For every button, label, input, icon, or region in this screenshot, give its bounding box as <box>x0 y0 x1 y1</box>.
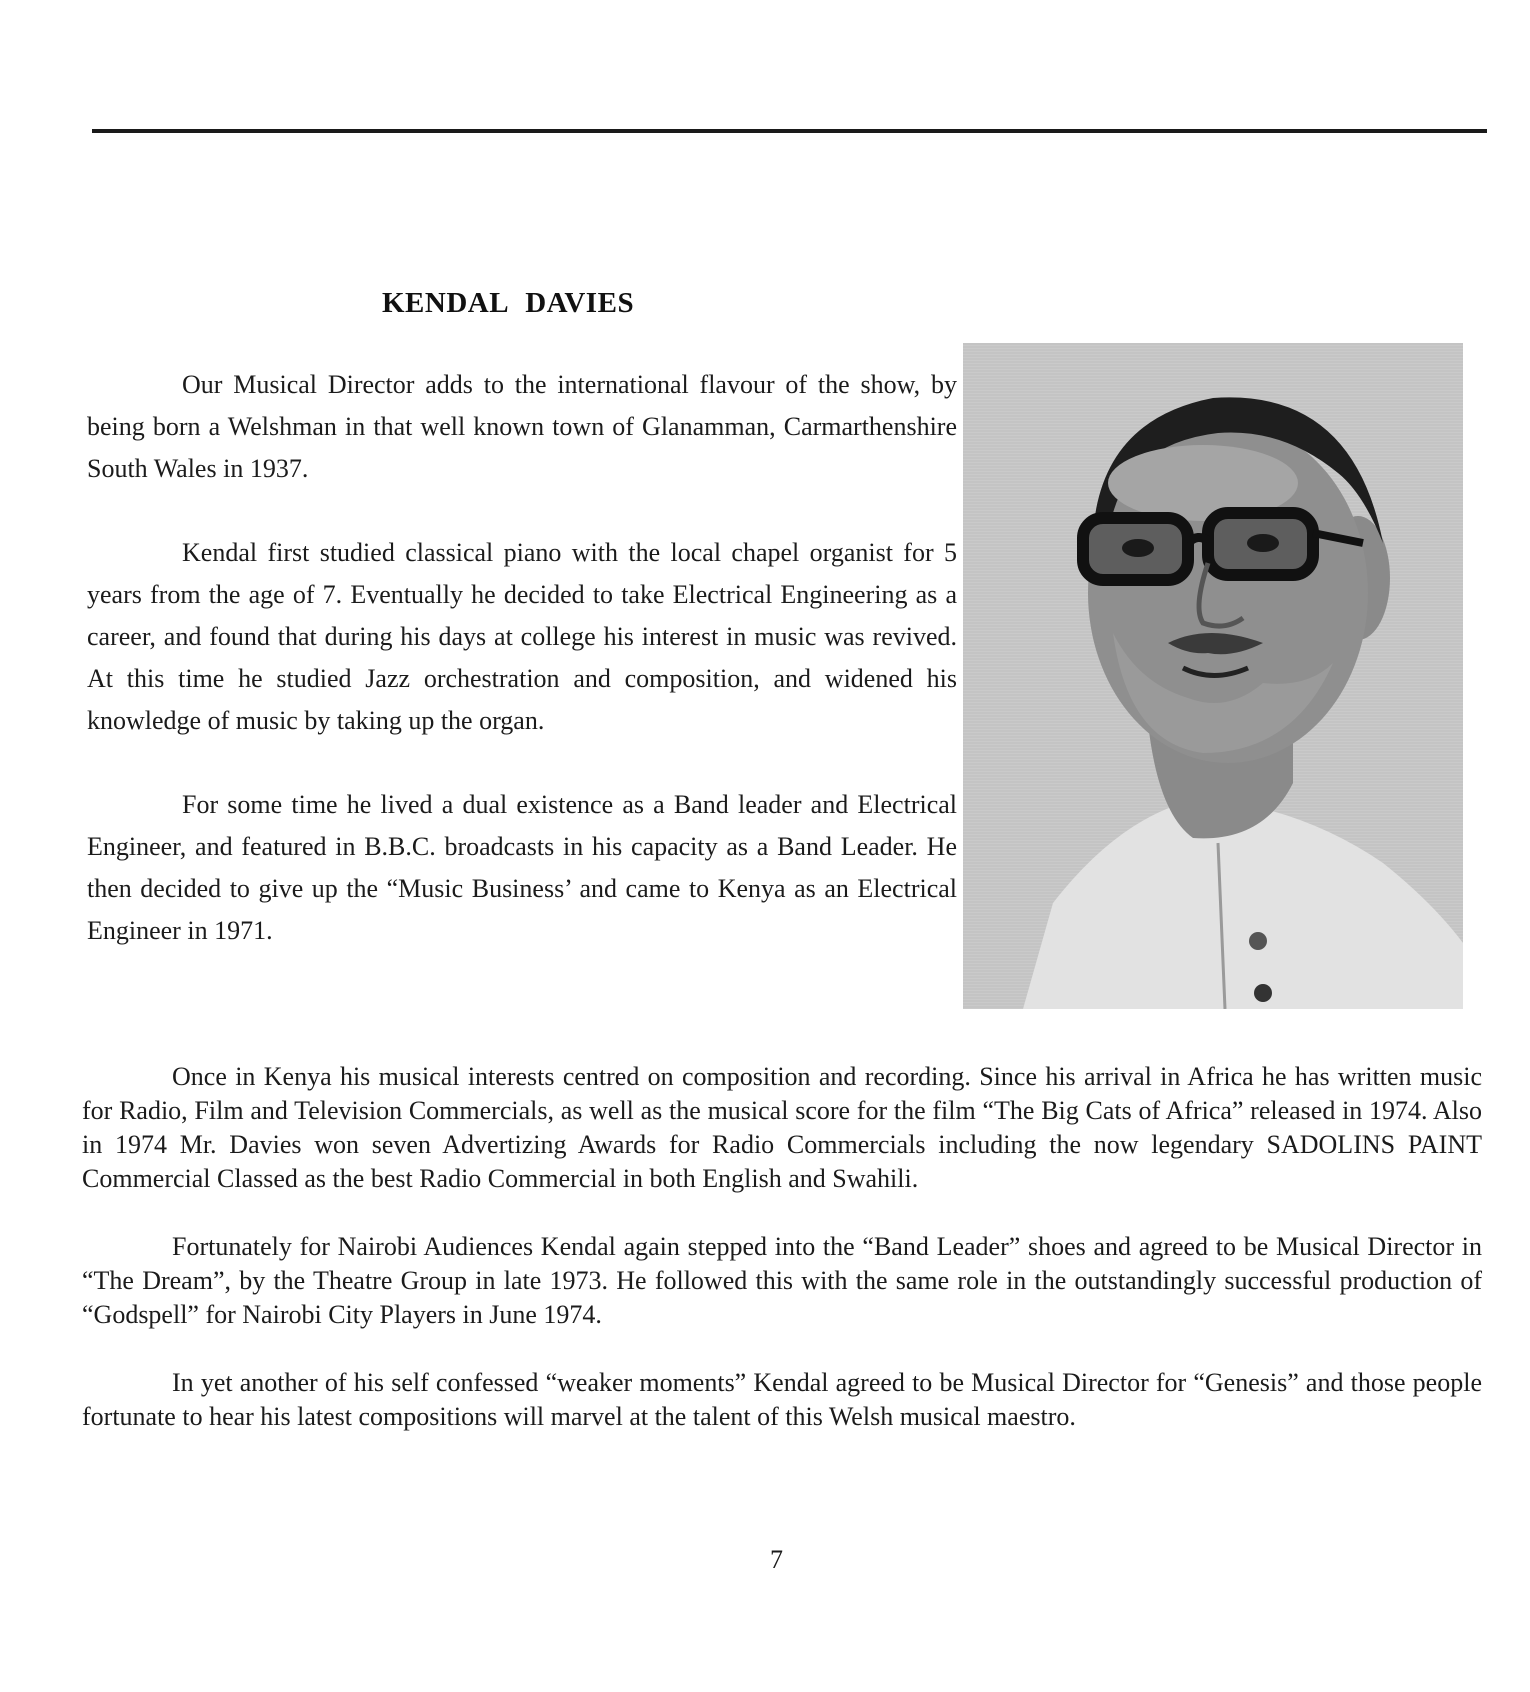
lower-text-block <box>82 1060 1482 1468</box>
portrait-photo <box>963 343 1463 1009</box>
upper-text-column <box>87 364 957 994</box>
glasses-bridge <box>1188 537 1208 543</box>
paragraph-early-studies: Kendal first studied classical piano with the local chapel organist for 5 years from the age of 7. Eventually he decided to take Electrical Engineering as a career, and found that during his days at college his interest in music was revived. At this time he studied Jazz orchestration and composition, and widened his knowledge of music by taking up the organ. <box>87 538 957 735</box>
left-eye <box>1122 539 1154 557</box>
paragraph-dual-existence: For some time he lived a dual existence as a Band leader and Electrical Engineer, and featured in B.B.C. broadcasts in his capacity as a Band Leader. He then decided to give up the “Music Business’ and came to Kenya as an Electrical Engineer in 1971. <box>87 790 957 945</box>
shirt-button-lower <box>1254 984 1272 1002</box>
page-title: KENDAL DAVIES <box>382 287 635 319</box>
paragraph-genesis: In yet another of his self confessed “weaker moments” Kendal agreed to be Musical Director for “Genesis” and those people fortunate to hear his latest compositions will marvel at the talent of this Welsh musical maestro. <box>82 1368 1482 1431</box>
paragraph-kenya-career: Once in Kenya his musical interests centred on composition and recording. Since his arrival in Africa he has written music for Radio, Film and Television Commercials, as well as the musical score for the film “The Big Cats of Africa” released in 1974. Also in 1974 Mr. Davies won seven Advertizing Awards for Radio Commercials including the now legendary SADOLINS PAINT Commercial Classed as the best Radio Commercial in both English and Swahili. <box>82 1062 1482 1193</box>
right-eye <box>1247 534 1279 552</box>
header-rule <box>92 129 1487 133</box>
paragraph-band-leader: Fortunately for Nairobi Audiences Kendal again stepped into the “Band Leader” shoes and agreed to be Musical Director in “The Dream”, by the Theatre Group in late 1973. He followed this with the same role in the outstandingly successful production of “Godspell” for Nairobi City Players in June 1974. <box>82 1232 1482 1329</box>
portrait-illustration <box>963 343 1463 1009</box>
shirt-button <box>1249 932 1267 950</box>
paragraph-birth: Our Musical Director adds to the international flavour of the show, by being born a Welshman in that well known town of Glanamman, Carmarthenshire South Wales in 1937. <box>87 370 957 483</box>
page-number: 7 <box>770 1545 783 1574</box>
